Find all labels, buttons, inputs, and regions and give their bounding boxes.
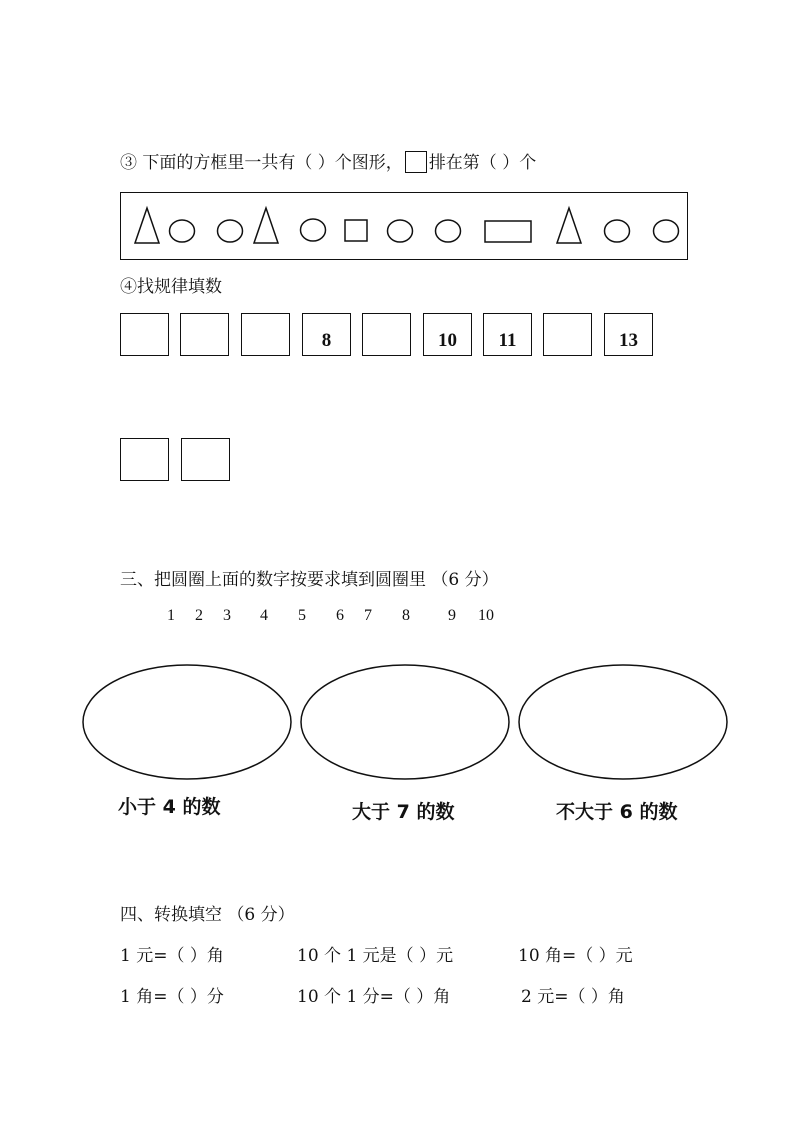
q3-text-part2: 排在第（ ）个 xyxy=(428,153,537,173)
number-box[interactable] xyxy=(120,313,169,356)
section4-title: 四、转换填空 （6 分） xyxy=(120,905,295,925)
number-box[interactable] xyxy=(181,438,230,481)
number-box: 11 xyxy=(483,313,532,356)
rectangle-icon xyxy=(485,221,531,242)
section3-number: 3 xyxy=(223,607,231,624)
number-box[interactable] xyxy=(543,313,592,356)
oval-label-less-than-4: 小于 4 的数 xyxy=(118,796,221,818)
section3-number: 2 xyxy=(195,607,203,624)
triangle-icon xyxy=(254,208,278,243)
shape-frame xyxy=(120,192,688,260)
shape-row xyxy=(121,193,689,261)
q4-title: ④找规律填数 xyxy=(120,277,222,297)
number-box: 13 xyxy=(604,313,653,356)
section3-number: 9 xyxy=(448,607,456,624)
conversion-item: 10 角=（ ）元 xyxy=(518,946,633,966)
oval-label-not-greater-than-6: 不大于 6 的数 xyxy=(556,801,678,823)
section3-number: 7 xyxy=(364,607,372,624)
triangle-icon xyxy=(557,208,581,243)
section3-number: 10 xyxy=(478,607,494,624)
section3-number: 4 xyxy=(260,607,268,624)
number-box[interactable] xyxy=(362,313,411,356)
section3-number: 8 xyxy=(402,607,410,624)
oval-not-greater-than-6[interactable] xyxy=(519,665,727,779)
section3-number: 5 xyxy=(298,607,306,624)
square-icon xyxy=(345,220,367,241)
conversion-item: 2 元=（ ）角 xyxy=(521,987,625,1007)
number-box: 10 xyxy=(423,313,472,356)
circle-icon xyxy=(654,220,679,242)
triangle-icon xyxy=(135,208,159,243)
number-box[interactable] xyxy=(180,313,229,356)
circle-icon xyxy=(301,219,326,241)
number-box: 8 xyxy=(302,313,351,356)
square-icon xyxy=(405,151,427,173)
section3-title: 三、把圆圈上面的数字按要求填到圆圈里 （6 分） xyxy=(120,570,499,590)
circle-icon xyxy=(436,220,461,242)
circle-icon xyxy=(388,220,413,242)
q3-text-part1: ③ 下面的方框里一共有（ ）个图形， xyxy=(120,153,403,173)
conversion-item: 10 个 1 元是（ ）元 xyxy=(297,946,454,966)
oval-greater-than-7[interactable] xyxy=(301,665,509,779)
conversion-item: 1 元=（ ）角 xyxy=(120,946,224,966)
q3-line xyxy=(120,148,536,173)
oval-label-greater-than-7: 大于 7 的数 xyxy=(352,801,455,823)
section3-number: 1 xyxy=(167,607,175,624)
circle-icon xyxy=(605,220,630,242)
section3-number: 6 xyxy=(336,607,344,624)
number-box[interactable] xyxy=(241,313,290,356)
number-box[interactable] xyxy=(120,438,169,481)
conversion-item: 10 个 1 分=（ ）角 xyxy=(297,987,451,1007)
oval-group xyxy=(0,660,800,790)
circle-icon xyxy=(170,220,195,242)
oval-less-than-4[interactable] xyxy=(83,665,291,779)
circle-icon xyxy=(218,220,243,242)
conversion-item: 1 角=（ ）分 xyxy=(120,987,224,1007)
